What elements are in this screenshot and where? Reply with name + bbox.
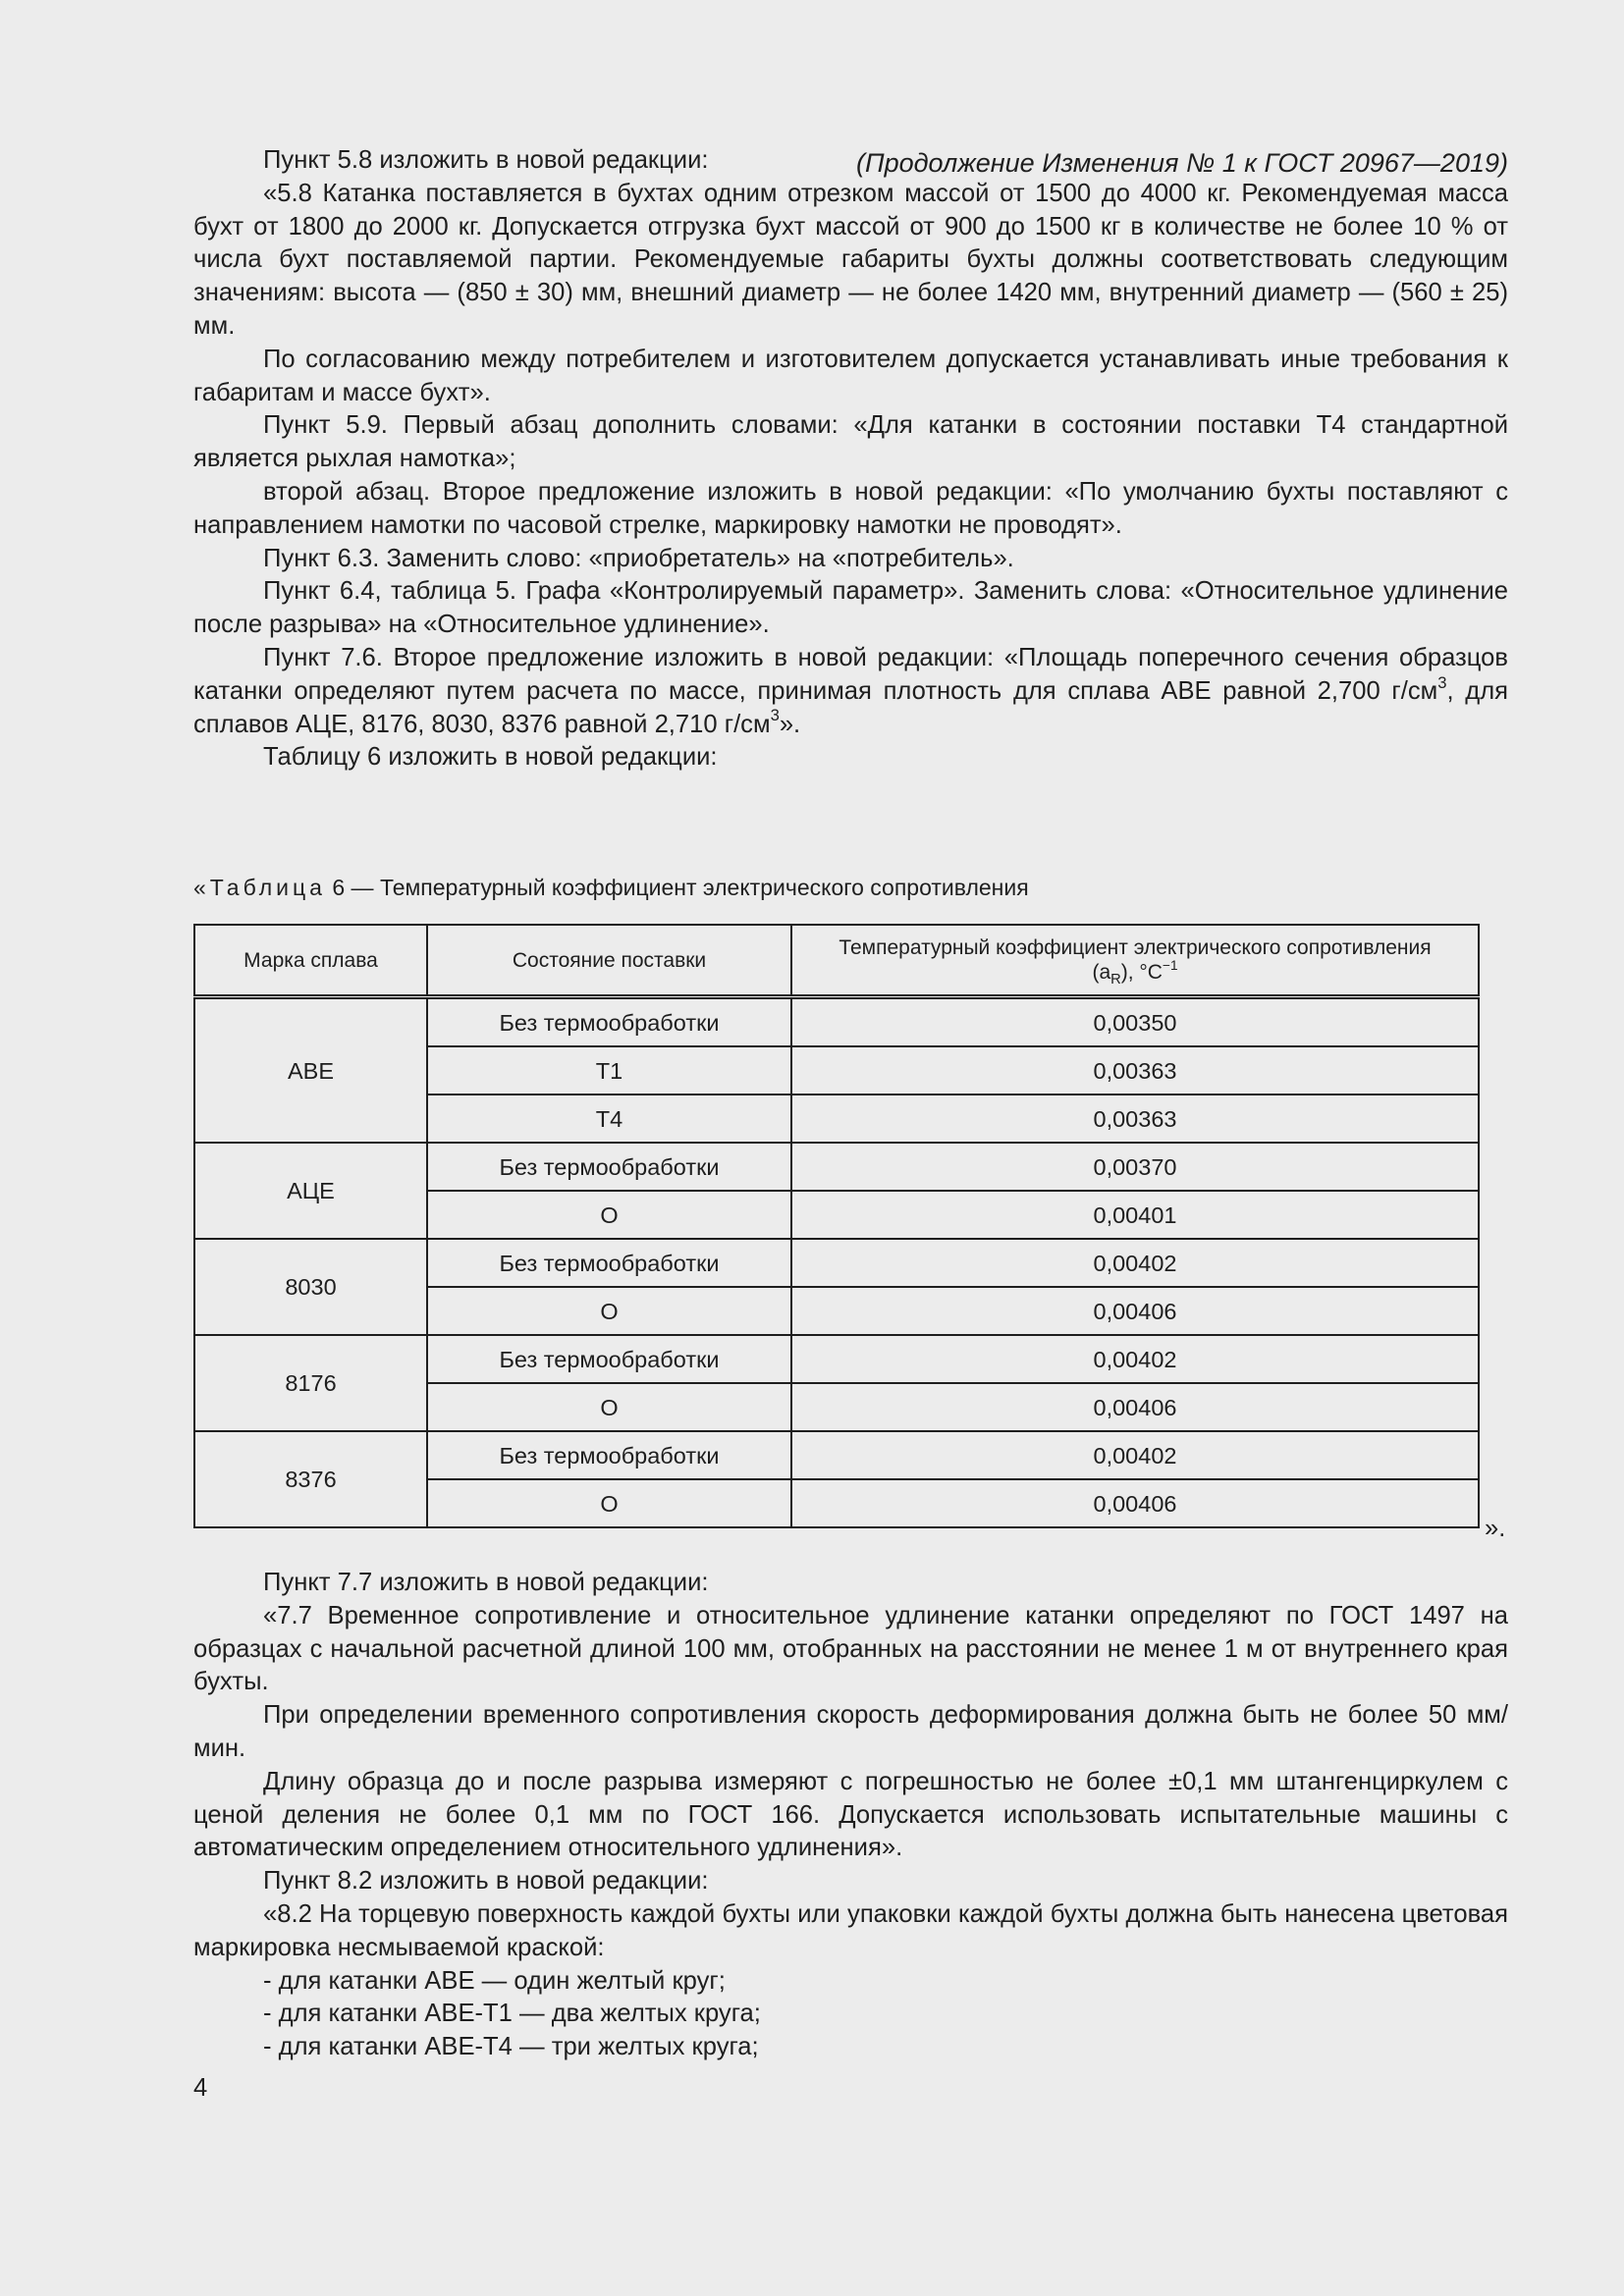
header-coefficient-title: Температурный коэффициент электрического сопротивления: [839, 936, 1432, 959]
coefficient-value-cell: 0,00406: [791, 1479, 1479, 1527]
alloy-grade-cell: АЦЕ: [194, 1143, 427, 1239]
coefficient-value-cell: 0,00401: [791, 1191, 1479, 1239]
unit-exponent: −1: [1162, 957, 1178, 973]
paragraph-agreement: По согласованию между потребителем и изготовителем допускается устанавливать иные требования к габаритам и массе бухт».: [193, 345, 1508, 406]
coefficient-value-cell: 0,00350: [791, 997, 1479, 1047]
alloy-grade-cell: 8376: [194, 1431, 427, 1527]
table-row: [194, 1143, 1479, 1191]
paragraph-7-6-part-c: ».: [779, 710, 801, 738]
table-body: [194, 997, 1479, 1528]
table-caption: [193, 872, 1029, 903]
table-closing-quote: ».: [1485, 1515, 1506, 1542]
paragraph-7-6-part-b: , для сплавов АЦЕ, 8176, 8030, 8376 равной 2,710 г/см: [193, 676, 1508, 738]
table-row: [194, 1239, 1479, 1287]
paragraph-8-2-body: «8.2 На торцевую поверхность каждой бухты или упаковки каждой бухты должна быть нанесена цветовая маркировка несмываемой краской:: [193, 1899, 1508, 1961]
delivery-state-cell: Без термообработки: [427, 1143, 791, 1191]
alloy-grade-cell: 8176: [194, 1335, 427, 1431]
table-caption-title: 6 — Температурный коэффициент электрического сопротивления: [325, 875, 1029, 900]
paragraph-6-3: Пункт 6.3. Заменить слово: «приобретатель» на «потребитель».: [263, 544, 1014, 572]
coefficient-value-cell: 0,00406: [791, 1287, 1479, 1335]
delivery-state-cell: Без термообработки: [427, 997, 791, 1047]
cube-superscript-1: 3: [1437, 672, 1447, 692]
coefficient-value-cell: 0,00363: [791, 1046, 1479, 1095]
paragraph-sample-length: Длину образца до и после разрыва измеряют с погрешностью не более ±0,1 мм штангенциркулем с ценой деления не более 0,1 мм по ГОСТ 166. Допускается использовать испытательные машины с автоматическим определением относительного удлинения».: [193, 1767, 1508, 1862]
list-item: - для катанки АВЕ-Т1 — два желтых круга;: [263, 2000, 761, 2028]
paragraph-5-8-body: «5.8 Катанка поставляется в бухтах одним отрезком массой от 1500 до 4000 кг. Рекомендуемая масса бухт от 1800 до 2000 кг. Допускается отгрузка бухт массой от 900 до 1500 кг в количестве не более 10 % от числа бухт поставляемой партии. Рекомендуемые габариты бухты должны соответствовать следующим значениям: высота — (850 ± 30) мм, внешний диаметр — не более 1420 мм, внутренний диаметр — (560 ± 25) мм.: [193, 179, 1508, 340]
top-text-block: [193, 144, 1508, 774]
paragraph-strain-rate: При определении временного сопротивления скорость деформирования должна быть не более 50 мм/мин.: [193, 1701, 1508, 1762]
continuation-header: (Продолжение Изменения № 1 к ГОСТ 20967—2019): [856, 148, 1508, 178]
paragraph-7-7-intro: Пункт 7.7 изложить в новой редакции:: [263, 1569, 709, 1596]
paragraph-table-6-intro: Таблицу 6 изложить в новой редакции:: [263, 743, 718, 772]
table-row: [194, 1431, 1479, 1479]
delivery-state-cell: О: [427, 1383, 791, 1431]
coefficient-value-cell: 0,00363: [791, 1095, 1479, 1143]
paragraph-7-6: [193, 642, 1508, 741]
bottom-text-block: [193, 1567, 1508, 2064]
coefficient-value-cell: 0,00402: [791, 1431, 1479, 1479]
delivery-state-cell: О: [427, 1479, 791, 1527]
delivery-state-cell: О: [427, 1191, 791, 1239]
table-header-row: [194, 925, 1479, 997]
coefficient-value-cell: 0,00370: [791, 1143, 1479, 1191]
delivery-state-cell: Без термообработки: [427, 1239, 791, 1287]
paragraph-7-7-body: «7.7 Временное сопротивление и относительное удлинение катанки определяют по ГОСТ 1497 на образцах с начальной расчетной длиной 100 мм, отобранных на расстоянии не менее 1 м от внутреннего края бухты.: [193, 1601, 1508, 1696]
paragraph-7-6-part-a: Пункт 7.6. Второе предложение изложить в новой редакции: «Площадь поперечного сечения образцов катанки определяют путем расчета по массе, принимая плотность для сплава АВЕ равной 2,700 г/см: [193, 643, 1508, 705]
header-alloy-grade: Марка сплава: [194, 925, 427, 997]
delivery-state-cell: Без термообработки: [427, 1335, 791, 1383]
table-row: [194, 1335, 1479, 1383]
coefficient-value-cell: 0,00406: [791, 1383, 1479, 1431]
table-caption-prefix: «Таблица: [193, 875, 326, 900]
paragraph-second-abzac: второй абзац. Второе предложение изложить в новой редакции: «По умолчанию бухты поставляют с направлением намотки по часовой стрелке, маркировку намотки не проводят».: [193, 477, 1508, 539]
header-coefficient: [791, 925, 1479, 997]
cube-superscript-2: 3: [770, 706, 780, 725]
table-row: [194, 997, 1479, 1047]
temperature-coefficient-table: [193, 924, 1480, 1528]
coefficient-value-cell: 0,00402: [791, 1335, 1479, 1383]
unit-symbol-a: (a: [1092, 961, 1111, 984]
paragraph-8-2-intro: Пункт 8.2 изложить в новой редакции:: [263, 1867, 709, 1896]
delivery-state-cell: О: [427, 1287, 791, 1335]
list-item: - для катанки АВЕ-Т4 — три желтых круга;: [263, 2033, 759, 2061]
delivery-state-cell: Т1: [427, 1046, 791, 1095]
unit-subscript-r: R: [1110, 972, 1121, 988]
page-number: 4: [193, 2074, 208, 2102]
header-delivery-state: Состояние поставки: [427, 925, 791, 997]
coefficient-value-cell: 0,00402: [791, 1239, 1479, 1287]
delivery-state-cell: Т4: [427, 1095, 791, 1143]
paragraph-5-8-intro: Пункт 5.8 изложить в новой редакции:: [263, 146, 709, 174]
paragraph-5-9: Пункт 5.9. Первый абзац дополнить словами: «Для катанки в состоянии поставки Т4 стандартной является рыхлая намотка»;: [193, 411, 1508, 473]
list-item: - для катанки АВЕ — один желтый круг;: [263, 1966, 726, 1995]
alloy-grade-cell: АВЕ: [194, 997, 427, 1144]
paragraph-6-4: Пункт 6.4, таблица 5. Графа «Контролируемый параметр». Заменить слова: «Относительное удлинение после разрыва» на «Относительное удлинение».: [193, 577, 1508, 639]
unit-degrees: ), °C: [1120, 961, 1163, 984]
header-coefficient-unit: [792, 957, 1478, 988]
alloy-grade-cell: 8030: [194, 1239, 427, 1335]
delivery-state-cell: Без термообработки: [427, 1431, 791, 1479]
